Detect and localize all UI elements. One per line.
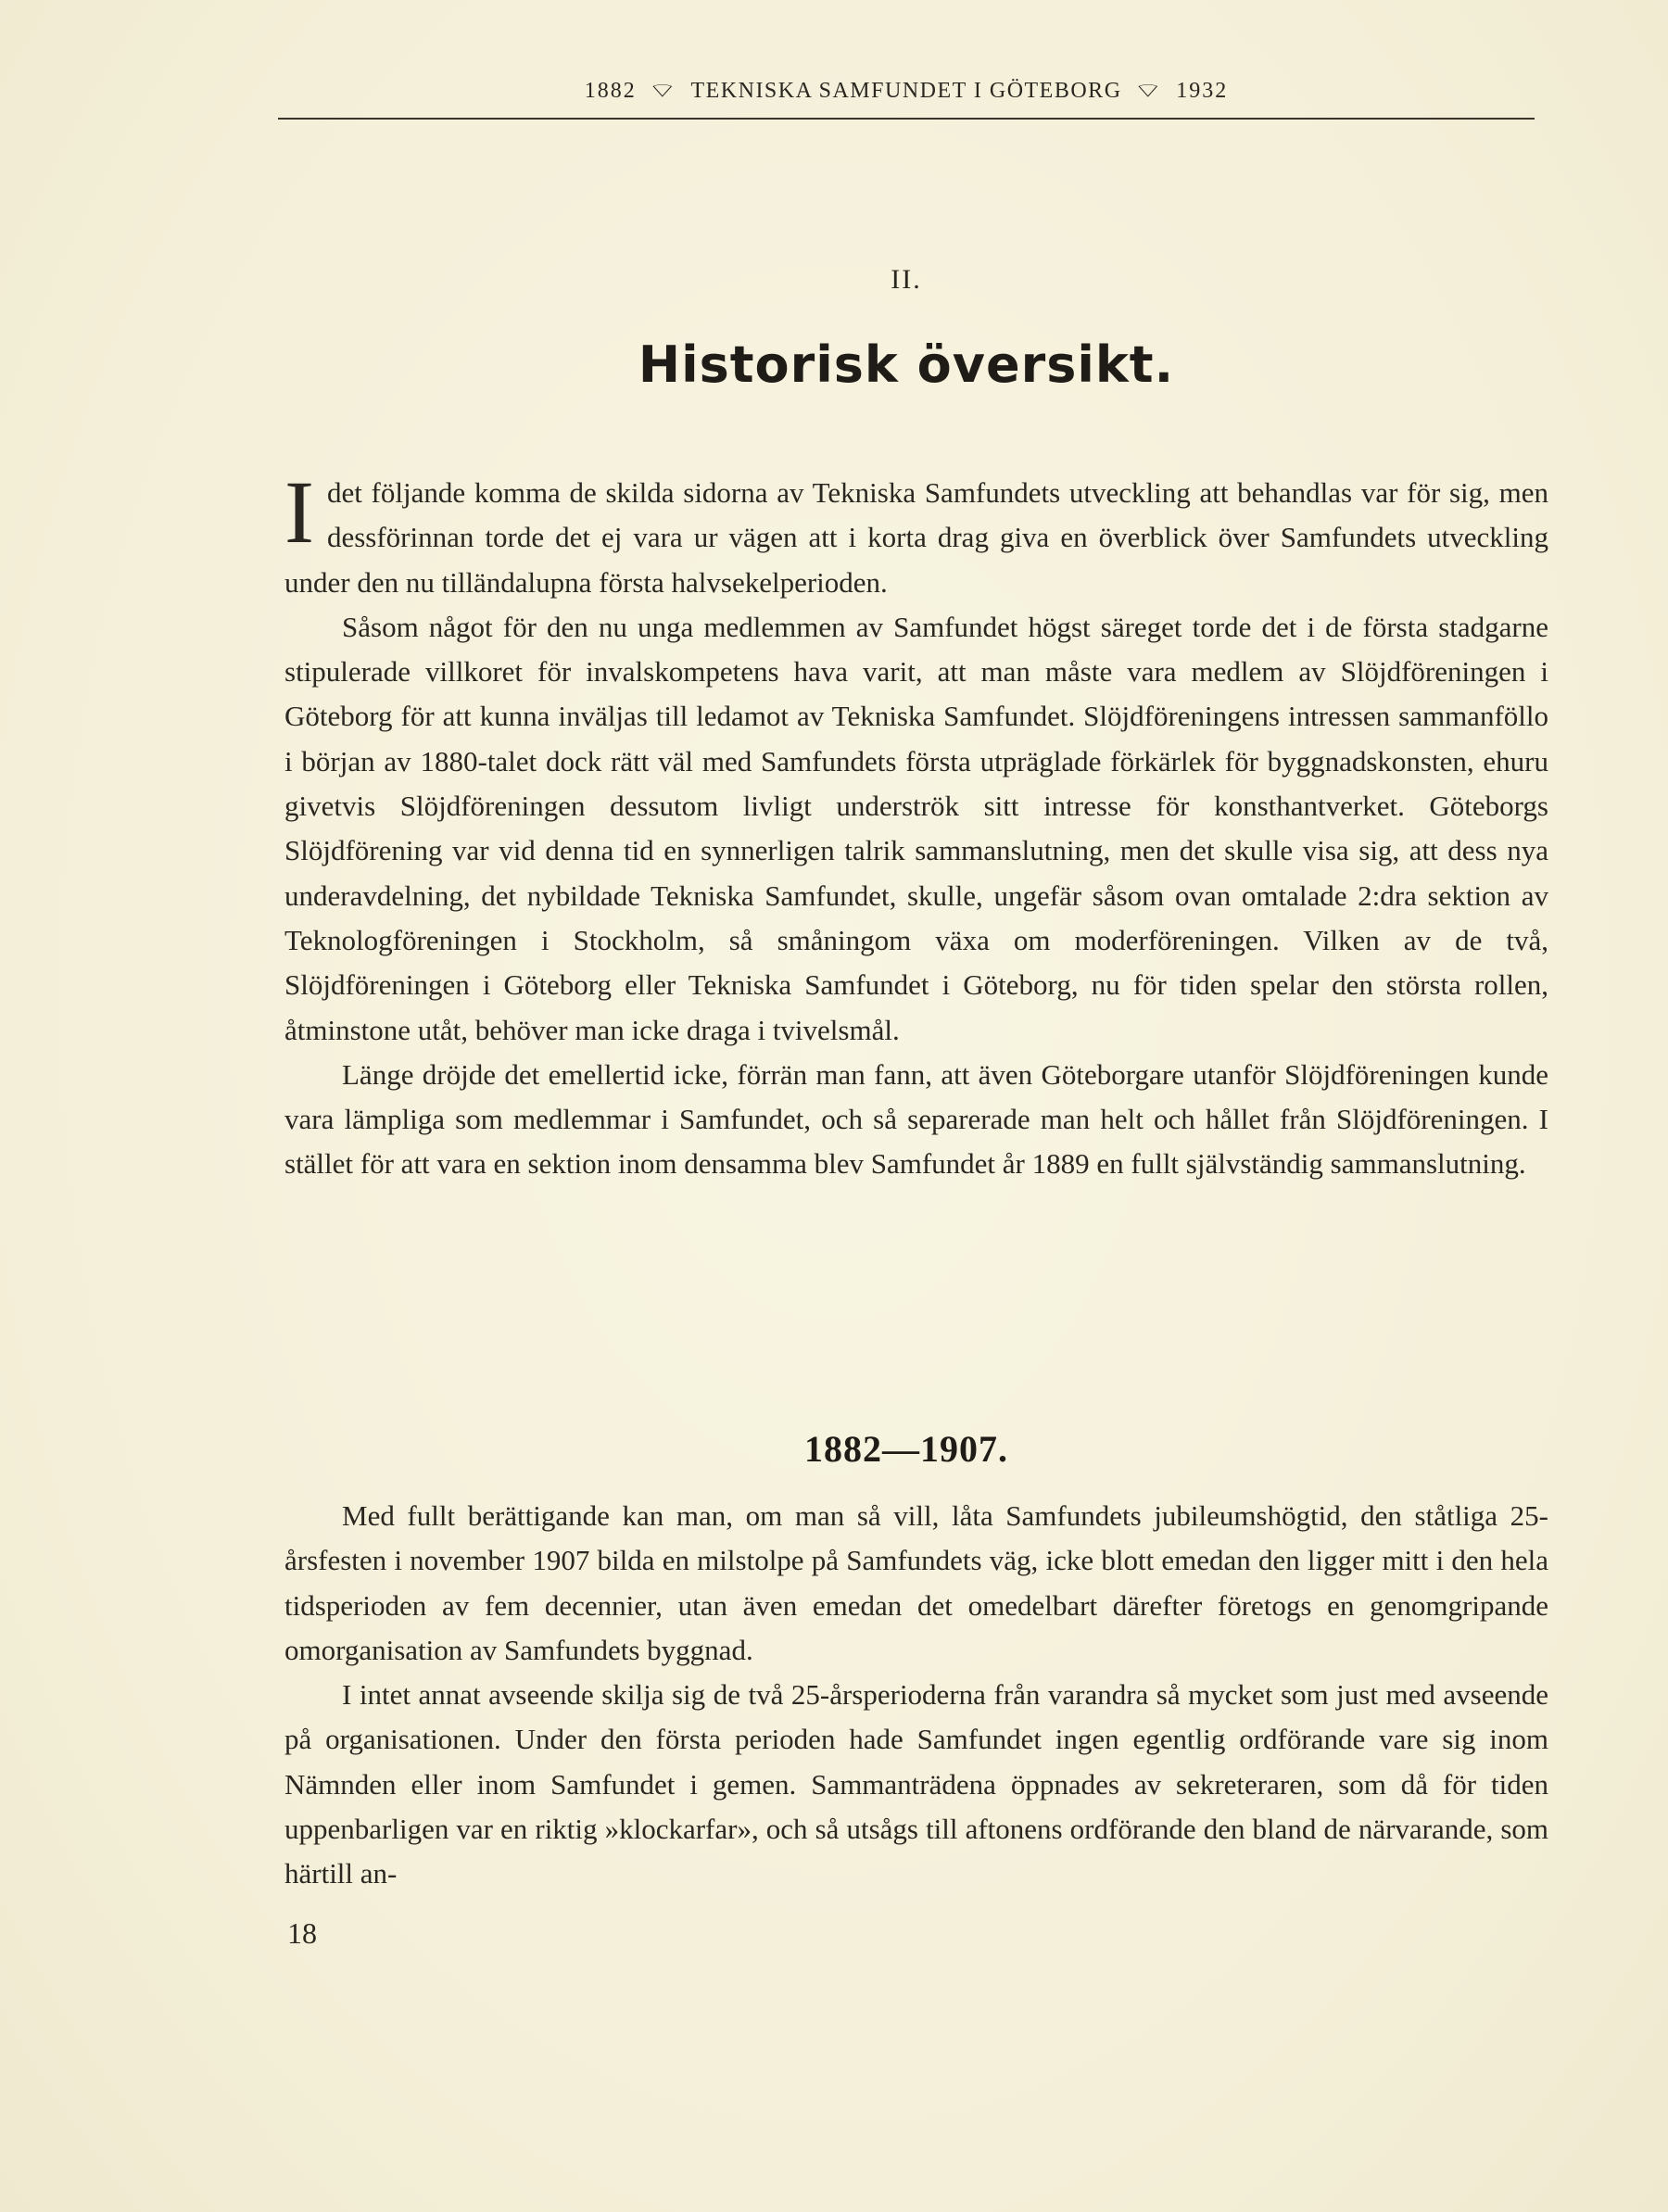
- running-header: [278, 78, 1535, 104]
- paragraph: Såsom något för den nu unga medlemmen av Samfundet högst säreget torde det i de första stadgarne stipulerade villkoret för invalskompetens hava varit, att man måste vara medlem av Slöjdföreningen i Göteborg för att kunna inväljas till ledamot av Tekniska Samfundet. Slöjdföreningens intressen sammanföllo i början av 1880-talet dock rätt väl med Samfundets första utpräglade förkärlek för byggnadskonsten, ehuru givetvis Slöjdföreningen dessutom livligt underströk sitt intresse för konsthantverket. Göteborgs Slöjdförening var vid denna tid en synnerligen talrik sammanslutning, men det skulle visa sig, att dess nya underavdelning, det nybildade Tekniska Samfundet, skulle, ungefär såsom ovan omtalade 2:dra sektion av Teknologföreningen i Stockholm, så småningom växa om moderföreningen. Vilken av de två, Slöjdföreningen i Göteborg eller Tekniska Samfundet i Göteborg, nu för tiden spelar den största rollen, åtminstone utåt, behöver man icke draga i tvivelsmål.: [284, 610, 1548, 1046]
- ornament-separator-icon: ⌔: [646, 79, 681, 102]
- page-number: 18: [287, 1916, 317, 1950]
- section-heading: 1882—1907.: [804, 1428, 1008, 1470]
- ornament-separator-icon: ⌔: [1131, 79, 1167, 102]
- paragraph: I intet annat avseende skilja sig de två 25-årsperioderna från varandra så mycket som just med avseende på organisationen. Under den första perioden hade Samfundet ingen egentlig ordförande vare sig inom Nämnden eller inom Samfundet i gemen. Sammanträdena öppnades av sekreteraren, som då för tiden uppenbarligen var en riktig »klockarfar», och så utsågs till aftonens ordförande den bland de närvarande, som härtill an-: [284, 1678, 1548, 1890]
- drop-cap: I: [284, 462, 314, 562]
- paragraph: Länge dröjde det emellertid icke, förrän man fann, att även Göteborgare utanför Slöjdföreningen kunde vara lämpliga som medlemmar i Samfundet, och så separerade man helt och hållet från Slöjdföreningen. I stället för att vara en sektion inom densamma blev Samfundet år 1889 en fullt självständig sammanslutning.: [284, 1057, 1548, 1181]
- section-1882-1907: [284, 1494, 1548, 1897]
- header-title: TEKNISKA SAMFUNDET I GÖTEBORG: [690, 79, 1122, 103]
- header-year-start: 1882: [584, 79, 637, 103]
- header-rule-divider: [278, 118, 1535, 120]
- paragraph: [284, 462, 1548, 605]
- paragraph: Med fullt berättigande kan man, om man så vill, låta Samfundets jubileumshögtid, den ståtliga 25-årsfesten i november 1907 bilda en milstolpe på Samfundets väg, icke blott emedan den ligger mitt i den hela tidsperioden av fem decennier, utan även emedan det omedelbart därefter företogs en genomgripande omorganisation av Samfundets byggnad.: [284, 1499, 1548, 1666]
- chapter-title: Historisk översikt.: [638, 335, 1175, 394]
- header-year-end: 1932: [1176, 79, 1229, 103]
- chapter-number: II.: [891, 264, 922, 295]
- paragraph-text: det följande komma de skilda sidorna av Tekniska Samfundets utveckling att behandlas var för sig, men dessförinnan torde det ej vara ur vägen att i korta drag giva en överblick över Samfundets utveckling under den nu tilländalupna första halvsekelperioden.: [284, 476, 1548, 599]
- intro-section: [284, 462, 1548, 1187]
